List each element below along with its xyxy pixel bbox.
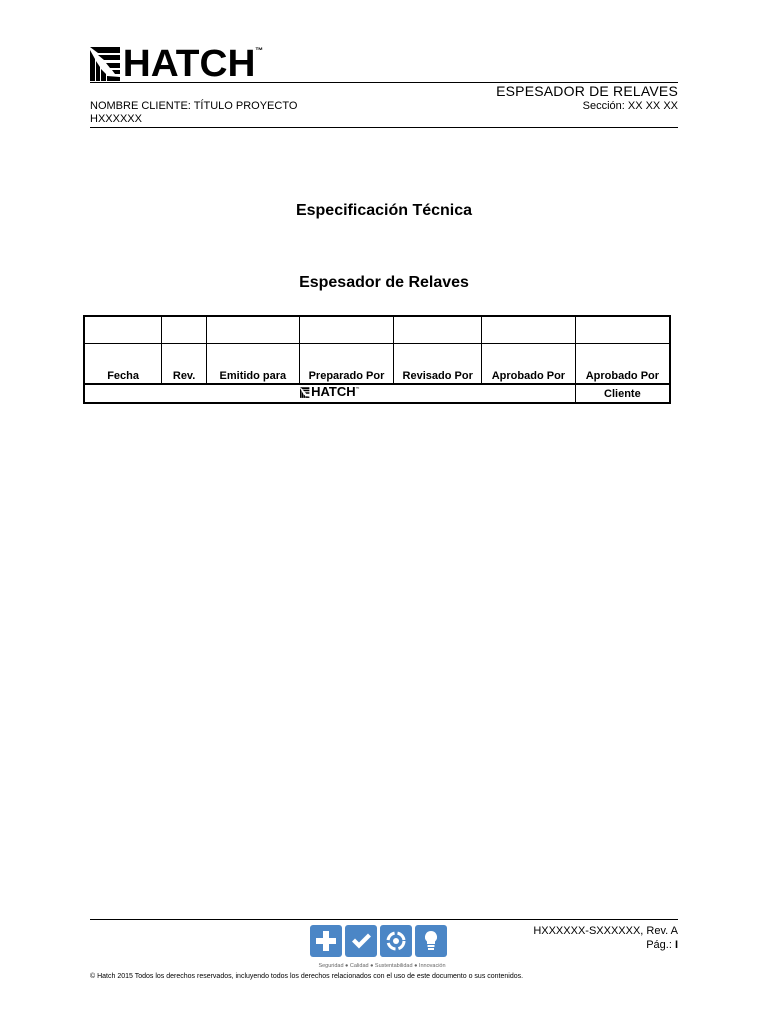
table-cell [84,316,162,343]
document-title: ESPESADOR DE RELAVES [496,83,678,99]
hatch-logo [90,43,264,85]
lightbulb-icon [415,925,447,957]
spec-subject-heading: Espesador de Relaves [299,274,469,291]
project-code: HXXXXXX [90,113,142,125]
section-number: Sección: XX XX XX [582,100,678,112]
cross-icon [310,925,342,957]
table-cell [575,316,670,343]
column-header-preparado-por: Preparado Por [299,370,394,384]
hatch-logo-mark-icon [300,387,310,398]
table-header-row [84,370,670,384]
table-cell [394,316,482,343]
logo-trademark: ™ [255,46,264,55]
spec-heading: Especificación Técnica [295,202,473,219]
header-rule-bottom [90,127,678,128]
table-row [84,316,670,343]
page-number: I [674,939,678,951]
column-header-aprobado-por: Aprobado Por [482,370,576,384]
table-cell [482,343,576,370]
copyright-notice: © Hatch 2015 Todos los derechos reservados, incluyendo todos los derechos relacionados con el uso de este documento o sus contenidos. [90,973,524,980]
client-project-line: NOMBRE CLIENTE: TÍTULO PROYECTO [90,100,298,112]
table-cell [84,343,162,370]
table-footer-row [84,384,670,403]
table-cell [394,343,482,370]
table-cell [299,316,394,343]
recycle-icon [380,925,412,957]
mini-logo-trademark: ™ [355,386,360,392]
check-icon [345,925,377,957]
footer-document-code: HXXXXXX-SXXXXXX, Rev. A [533,925,678,937]
hatch-mini-logo [300,386,360,398]
footer-page [646,939,678,951]
revision-table [83,315,671,404]
table-cell [575,343,670,370]
column-header-aprobado-por-cliente: Aprobado Por [575,370,670,384]
table-cell [207,316,300,343]
hatch-logo-mark-icon [90,47,122,81]
column-header-revisado-por: Revisado Por [394,370,482,384]
column-header-rev: Rev. [162,370,207,384]
values-line: Seguridad ● Calidad ● Sustentabilidad ● Innovación [318,963,446,969]
footer-rule [90,919,678,920]
table-row [84,343,670,370]
client-label: Cliente [575,384,670,403]
page-label: Pág.: [646,939,675,951]
table-cell [162,316,207,343]
logo-text: HATCH [122,43,256,85]
table-cell [299,343,394,370]
column-header-emitido-para: Emitido para [207,370,300,384]
table-cell [207,343,300,370]
table-cell [162,343,207,370]
values-icons [310,925,447,957]
hatch-logo-cell [84,384,575,403]
column-header-fecha: Fecha [84,370,162,384]
table-cell [482,316,576,343]
mini-logo-text: HATCH [311,384,356,400]
